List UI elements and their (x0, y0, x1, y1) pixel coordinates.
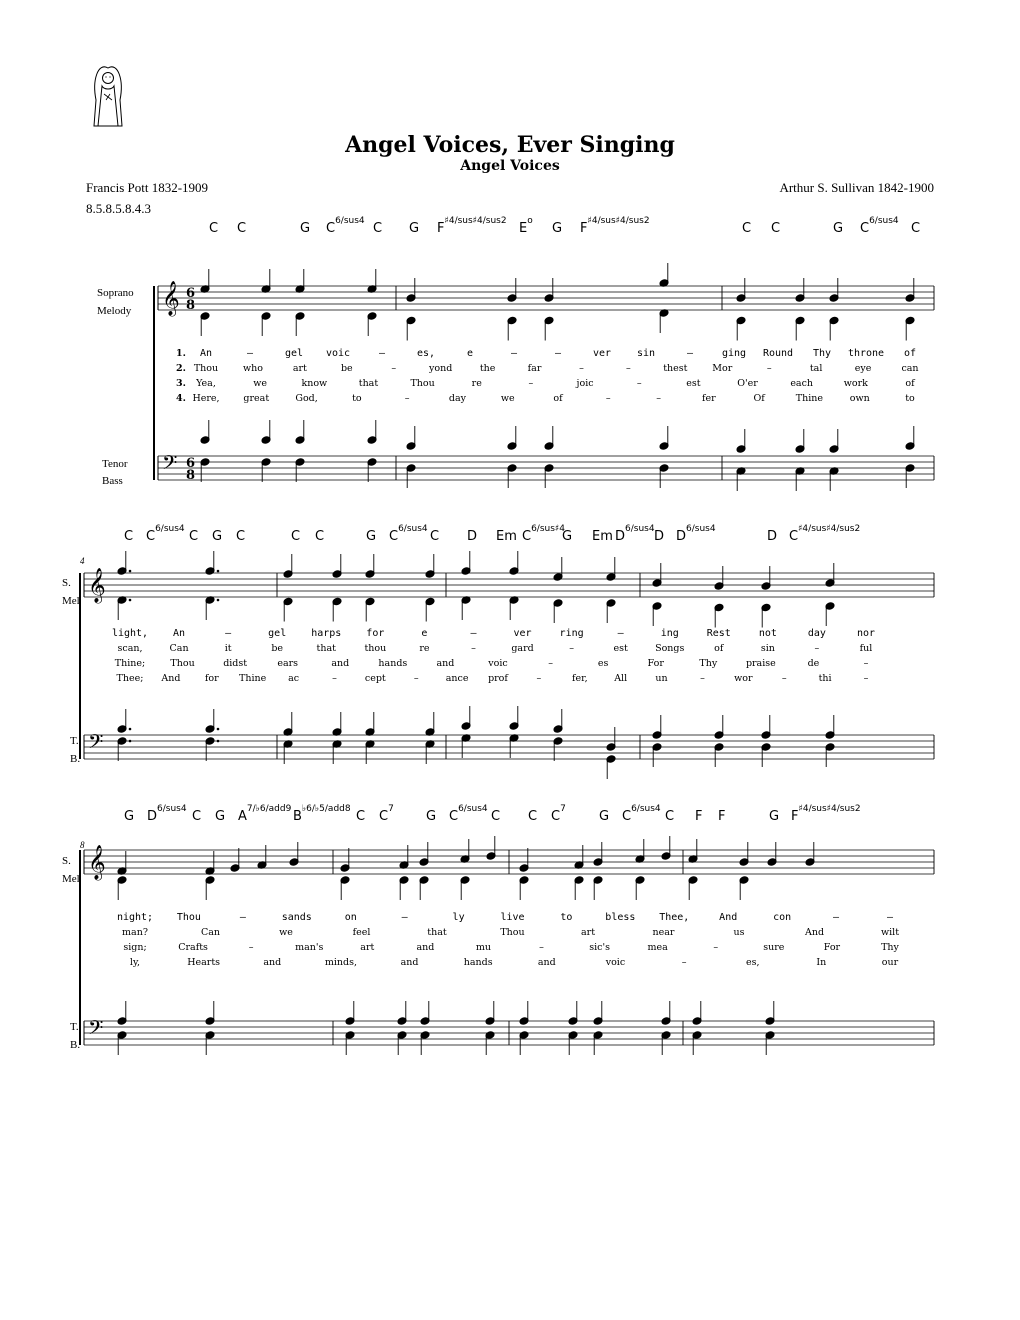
chord-symbol: F (718, 809, 726, 824)
lyric-syllable: light, (111, 628, 149, 639)
chord-symbol: $D^{6/sus4}$ (147, 804, 187, 824)
lyric-syllable: Round (762, 348, 794, 359)
chord-extension: 6/sus4 (458, 804, 488, 814)
lyric-syllable: – (781, 673, 787, 684)
lyric-syllable: Thou (500, 927, 525, 938)
hymn-title: Angel Voices, Ever Singing (345, 132, 675, 158)
chord-symbol: G (124, 809, 135, 824)
lyric-syllable: – (510, 348, 518, 359)
lyric-syllable: e (421, 628, 428, 639)
lyric-syllable: hands (378, 658, 408, 669)
chord-symbol: C (911, 221, 921, 236)
lyric-syllable: thest (663, 363, 688, 374)
chord-symbol: $F^{♯4/sus♯4/sus2}$ (437, 216, 507, 236)
note-dot (217, 570, 220, 573)
meter: 8.5.8.5.8.4.3 (86, 201, 151, 216)
label-mel: Mel (62, 873, 80, 885)
chord-symbol: C (771, 221, 781, 236)
chord-symbol: G (215, 809, 226, 824)
chord-extension: 6/sus4 (398, 524, 428, 534)
lyric-syllable: Thee, (659, 912, 690, 923)
chord-symbol: $C^{6/sus4}$ (449, 804, 488, 824)
chord-symbol: F (695, 809, 703, 824)
chord-symbol: G (300, 221, 311, 236)
lyric-syllable: – (528, 378, 534, 389)
lyric-syllable: and (331, 658, 350, 669)
lyric-syllable: ver (513, 628, 532, 639)
label-s: S. (62, 855, 71, 867)
lyric-syllable: Thine; (114, 658, 146, 669)
lyric-syllable: Thou (193, 363, 219, 374)
chord-symbol: C (237, 221, 247, 236)
bass-clef-icon: 𝄢 (162, 451, 178, 479)
lyric-syllable: Thee; (116, 673, 144, 684)
lyric-syllable: est (686, 378, 701, 389)
lyric-syllable: sands (281, 912, 312, 923)
lyric-syllable: – (766, 363, 772, 374)
note-dot (217, 740, 220, 743)
lyric-syllable: ring (559, 628, 584, 639)
lyric-syllable: live (500, 912, 525, 923)
lyric-syllable: de (807, 658, 820, 669)
lyric-syllable: of (553, 393, 563, 404)
lyric-syllable: throne (847, 348, 885, 359)
lyric-syllable: own (849, 393, 870, 404)
lyric-syllable: ac (288, 673, 300, 684)
note-dot (129, 599, 132, 602)
chord-extension: 7/♭6/add9 (246, 804, 292, 814)
chord-extension: 6/sus4 (869, 216, 899, 226)
lyric-syllable: and (400, 957, 419, 968)
lyric-syllable: – (401, 912, 408, 923)
lyric-syllable: con (773, 912, 792, 923)
chord-symbol: G (599, 809, 610, 824)
lyric-syllable: can (901, 363, 919, 374)
label-b: B. (70, 753, 81, 765)
chord-symbol: C (291, 529, 301, 544)
chord-extension: 7 (560, 804, 566, 814)
lyric-syllable: O'er (737, 378, 758, 389)
chord-symbol: C (236, 529, 246, 544)
lyric-syllable: un (655, 673, 668, 684)
lyric-syllable: – (471, 643, 476, 654)
lyric-syllable: – (833, 912, 840, 923)
lyric-syllable: ful (859, 643, 873, 654)
chord-symbol: C (124, 529, 134, 544)
lyric-syllable: – (539, 942, 544, 953)
lyric-syllable: – (536, 673, 542, 684)
lyric-syllable: and (263, 957, 282, 968)
lyric-syllable: didst (223, 658, 248, 669)
lyric-syllable: – (863, 658, 869, 669)
chord-extension: 7 (388, 804, 394, 814)
lyric-syllable: Thy (699, 658, 718, 669)
lyric-syllable: who (242, 363, 263, 374)
lyric-syllable: All (614, 673, 628, 684)
lyric-syllable: man? (122, 927, 148, 938)
chord-symbol: $C^{6/sus4}$ (389, 524, 428, 544)
lyric-syllable: In (816, 957, 827, 968)
lyric-syllable: Thou (170, 658, 195, 669)
lyric-syllable: Thou (176, 912, 201, 923)
lyric-syllable: that (358, 378, 379, 389)
treble-clef-icon: 𝄞 (162, 281, 180, 316)
lyric-syllable: sure (763, 942, 785, 953)
lyric-syllable: praise (745, 658, 776, 669)
lyric-syllable: to (560, 912, 573, 923)
note-dot (129, 728, 132, 731)
lyric-syllable: – (246, 348, 254, 359)
lyric-syllable: of (714, 643, 724, 654)
lyric-syllable: Thine (239, 673, 267, 684)
label-tenor: Tenor (102, 458, 128, 470)
chord-symbol: $C^{6/sus4}$ (326, 216, 365, 236)
lyric-syllable: and (436, 658, 455, 669)
treble-clef-icon: 𝄞 (88, 568, 106, 603)
lyric-syllable: for (204, 673, 219, 684)
chord-symbol: $D^{6/sus4}$ (615, 524, 655, 544)
label-b: B. (70, 1039, 81, 1051)
lyric-syllable: art (580, 927, 596, 938)
lyric-syllable: be (271, 643, 284, 654)
lyric-syllable: Here, (192, 393, 220, 404)
lyric-syllable: For (647, 658, 664, 669)
chord-symbol: C (491, 809, 501, 824)
chord-extension: 6/sus4 (157, 804, 187, 814)
lyric-syllable: cept (364, 673, 386, 684)
lyric-syllable: fer (702, 393, 716, 404)
lyric-syllable: ging (721, 348, 747, 359)
label-bass: Bass (102, 475, 123, 487)
lyric-syllable: day (807, 628, 826, 639)
lyric-syllable: that (427, 927, 447, 938)
lyric-syllable: sin (760, 643, 775, 654)
lyric-syllable: wilt (880, 927, 900, 938)
chord-extension: 6/sus4 (155, 524, 185, 534)
lyric-syllable: – (814, 643, 820, 654)
chord-symbol: D (654, 529, 665, 544)
lyric-syllable: – (686, 348, 694, 359)
lyric-syllable: sin (636, 348, 656, 359)
lyric-syllable: Yea, (196, 378, 216, 389)
chord-extension: ♯4/sus♯4/sus2 (798, 524, 861, 534)
lyric-syllable: est (613, 643, 628, 654)
lyric-syllable: to (905, 393, 915, 404)
chord-symbols (124, 216, 920, 824)
label-soprano: Soprano (97, 287, 134, 299)
lyric-syllable: – (404, 393, 410, 404)
chord-symbol: Em (496, 529, 517, 544)
note-dot (129, 570, 132, 573)
label-s: S. (62, 577, 71, 589)
chord-extension: 6/sus4 (625, 524, 655, 534)
lyric-syllable: we (253, 378, 268, 389)
chord-symbol: G (409, 221, 420, 236)
lyric-syllable: day (448, 393, 466, 404)
lyric-syllable: feel (352, 927, 371, 938)
chord-symbol: C (189, 529, 199, 544)
verse-number: 2. (176, 363, 186, 374)
lyric-syllable: art (360, 942, 375, 953)
lyric-syllable: An (199, 348, 213, 359)
lyric-syllable: gel (268, 628, 287, 639)
lyric-syllable: Thy (812, 348, 832, 359)
measure-number: 4 (80, 556, 85, 566)
lyric-syllable: – (713, 942, 719, 953)
lyric-syllable: e (466, 348, 474, 359)
lyric-syllable: scan, (117, 643, 143, 654)
label-melody: Melody (97, 305, 132, 317)
lyric-syllable: Can (169, 643, 189, 654)
lyric-syllable: Thy (881, 942, 899, 953)
chord-symbol: G (426, 809, 437, 824)
bass-clef-icon: 𝄢 (88, 1016, 104, 1044)
lyric-syllable: bless (605, 912, 636, 923)
chord-extension: ♯4/sus♯4/sus2 (587, 216, 650, 226)
lyric-syllable: great (243, 393, 270, 404)
lyric-syllable: for (366, 628, 385, 639)
chord-symbol: D (467, 529, 478, 544)
chord-symbol: $F^{♯4/sus♯4/sus2}$ (580, 216, 650, 236)
lyric-syllable: Thou (410, 378, 435, 389)
lyric-syllable: joic (576, 378, 594, 389)
chord-symbol: G (552, 221, 563, 236)
chord-symbol: C (192, 809, 202, 824)
lyric-syllable: hands (463, 957, 493, 968)
lyric-syllable: mea (647, 942, 668, 953)
label-mel: Mel (62, 595, 80, 607)
lyric-syllable: ver (592, 348, 612, 359)
chord-symbol: $D^{6/sus4}$ (676, 524, 716, 544)
lyric-syllable: – (554, 348, 562, 359)
note-dot (217, 728, 220, 731)
lyric-syllable: re (419, 643, 430, 654)
chord-symbol: C (315, 529, 325, 544)
lyric-syllable: we (500, 393, 515, 404)
chord-symbol: G (833, 221, 844, 236)
lyric-syllable: – (239, 912, 246, 923)
chord-symbol: Em (592, 529, 613, 544)
time-signature: 6 (186, 286, 196, 301)
lyric-syllable: ly (452, 912, 465, 923)
lyric-syllable: not (758, 628, 777, 639)
chord-symbol: C (373, 221, 383, 236)
lyric-syllable: the (479, 363, 496, 374)
chord-symbol: $C^{♯4/sus♯4/sus2}$ (789, 524, 861, 544)
chord-symbol: $E^o$ (519, 216, 533, 236)
lyric-syllable: re (471, 378, 482, 389)
lyric-syllable: thou (364, 643, 387, 654)
lyric-syllable: and (537, 957, 556, 968)
lyric-syllable: yond (429, 363, 453, 374)
lyric-syllable: – (886, 912, 894, 923)
lyric-syllable: ance (445, 673, 469, 684)
lyric-syllable: ing (660, 628, 679, 639)
lyric-syllable: es (597, 658, 609, 669)
chord-symbol: D (767, 529, 778, 544)
bass-clef-icon: 𝄢 (88, 730, 104, 758)
lyric-syllable: each (790, 378, 814, 389)
treble-clef-icon: 𝄞 (88, 845, 106, 880)
lyric-syllable: work (843, 378, 868, 389)
lyric-syllable: fer, (571, 673, 588, 684)
lyric-syllable: sign; (123, 942, 147, 953)
lyric-syllable: of (905, 378, 915, 389)
chord-extension: ♭6/♭5/add8 (301, 804, 351, 814)
chord-symbol: G (212, 529, 223, 544)
lyric-syllable: and (416, 942, 435, 953)
lyric-syllable: – (617, 628, 624, 639)
lyric-syllable: minds, (324, 957, 357, 968)
lyric-syllable: far (527, 363, 542, 374)
lyric-syllable: For (823, 942, 841, 953)
chord-symbol: $F^{♯4/sus♯4/sus2}$ (791, 804, 861, 824)
time-signature: 8 (186, 468, 196, 483)
lyric-syllable: – (378, 348, 386, 359)
chord-symbol: C (528, 809, 538, 824)
lyric-syllable: be (340, 363, 353, 374)
lyric-syllable: An (173, 628, 186, 639)
lyric-syllable: our (881, 957, 899, 968)
lyric-syllable: God, (295, 393, 318, 404)
chord-symbol: C (430, 529, 440, 544)
lyric-syllable: – (700, 673, 705, 684)
lyric-syllable: – (636, 378, 642, 389)
lyric-syllable: voic (488, 658, 508, 669)
lyric-syllable: – (413, 673, 419, 684)
chord-symbol: G (769, 809, 780, 824)
lyric-syllable: es, (416, 348, 436, 359)
poet-credit: Francis Pott 1832-1909 (86, 180, 209, 195)
lyric-syllable: – (605, 393, 611, 404)
lyric-syllable: – (579, 363, 584, 374)
lyric-syllable: to (352, 393, 362, 404)
chord-extension: ♯4/sus♯4/sus2 (798, 804, 861, 814)
chord-extension: 6/sus4 (335, 216, 365, 226)
chord-symbol: G (366, 529, 377, 544)
verse-number: 1. (176, 348, 186, 359)
lyric-syllable: And (719, 912, 738, 923)
lyric-syllable: thi (818, 673, 832, 684)
lyric-syllable: And (804, 927, 825, 938)
chord-extension: ♯4/sus♯4/sus2 (444, 216, 507, 226)
lyric-syllable: – (681, 957, 687, 968)
lyrics (112, 348, 919, 968)
lyric-syllable: es, (745, 957, 760, 968)
lyric-syllable: ears (277, 658, 299, 669)
lyric-syllable: voic (605, 957, 626, 968)
lyric-syllable: – (470, 628, 477, 639)
chord-symbol: C (209, 221, 219, 236)
lyric-syllable: we (279, 927, 293, 938)
lyric-syllable: gard (511, 643, 534, 654)
lyric-syllable: sic's (589, 942, 610, 953)
lyric-syllable: And (161, 673, 181, 684)
lyric-syllable: know (301, 378, 328, 389)
lyric-syllable: Thine (795, 393, 824, 404)
composer-credit: Arthur S. Sullivan 1842-1900 (779, 180, 934, 195)
lyric-syllable: Hearts (187, 957, 221, 968)
lyric-syllable: man's (295, 942, 324, 953)
chord-symbol: $C^7$ (379, 804, 394, 824)
note-dot (129, 740, 132, 743)
lyric-syllable: of (903, 348, 917, 359)
lyric-syllable: eye (854, 363, 872, 374)
lyric-syllable: – (332, 673, 337, 684)
lyric-syllable: us (733, 927, 745, 938)
lyric-syllable: night; (116, 912, 154, 923)
chord-extension: 6/sus4 (631, 804, 661, 814)
measure-number: 8 (80, 840, 85, 850)
lyric-syllable: harps (311, 628, 342, 639)
note-dot (217, 599, 220, 602)
chord-extension: 6/sus4 (686, 524, 716, 534)
time-signature: 8 (186, 298, 196, 313)
lyric-syllable: – (248, 942, 254, 953)
lyric-syllable: gel (284, 348, 304, 359)
lyric-syllable: art (292, 363, 307, 374)
lyric-syllable: – (626, 363, 631, 374)
chord-symbol: $C^{6/sus4}$ (860, 216, 899, 236)
lyric-syllable: ly, (129, 957, 141, 968)
label-t: T. (70, 1021, 79, 1033)
chord-extension: 6/sus♯4 (531, 524, 565, 534)
chord-extension: o (527, 216, 533, 226)
lyric-syllable: Crafts (178, 942, 208, 953)
lyric-syllable: voic (325, 348, 351, 359)
lyric-syllable: – (391, 363, 397, 374)
lyric-syllable: it (224, 643, 232, 654)
chord-symbol: C (665, 809, 675, 824)
lyric-syllable: Can (200, 927, 221, 938)
lyric-syllable: nor (856, 628, 876, 639)
tune-name: Angel Voices (460, 158, 560, 174)
lyric-syllable: that (316, 643, 336, 654)
lyric-syllable: mu (475, 942, 492, 953)
lyric-syllable: tal (809, 363, 823, 374)
lyric-syllable: on (344, 912, 357, 923)
lyric-syllable: Songs (655, 643, 685, 654)
chord-symbol: $C^{6/sus4}$ (146, 524, 185, 544)
chord-symbol: $C^{6/sus4}$ (622, 804, 661, 824)
lyric-syllable: – (548, 658, 553, 669)
time-signature: 6 (186, 456, 196, 471)
chord-symbol: $B^{♭6/♭5/add8}$ (293, 804, 351, 824)
label-t: T. (70, 735, 79, 747)
lyric-syllable: Rest (706, 628, 731, 639)
lyric-syllable: – (656, 393, 661, 404)
lyric-syllable: – (225, 628, 232, 639)
lyric-syllable: near (652, 927, 675, 938)
chord-symbol: G (562, 529, 573, 544)
verse-number: 4. (176, 393, 186, 404)
chord-symbol: C (356, 809, 366, 824)
chord-symbol: $C^{6/sus♯4}$ (522, 524, 565, 544)
chord-symbol: $C^7$ (551, 804, 566, 824)
lyric-syllable: prof (488, 673, 508, 684)
chord-symbol: C (742, 221, 752, 236)
lyric-syllable: – (863, 673, 869, 684)
lyric-syllable: Mor (712, 363, 733, 374)
lyric-syllable: – (569, 643, 574, 654)
lyric-syllable: Of (753, 393, 765, 404)
chord-symbol: $A^{7/♭6/add9}$ (238, 804, 292, 824)
lyric-syllable: wor (734, 673, 753, 684)
verse-number: 3. (176, 378, 186, 389)
